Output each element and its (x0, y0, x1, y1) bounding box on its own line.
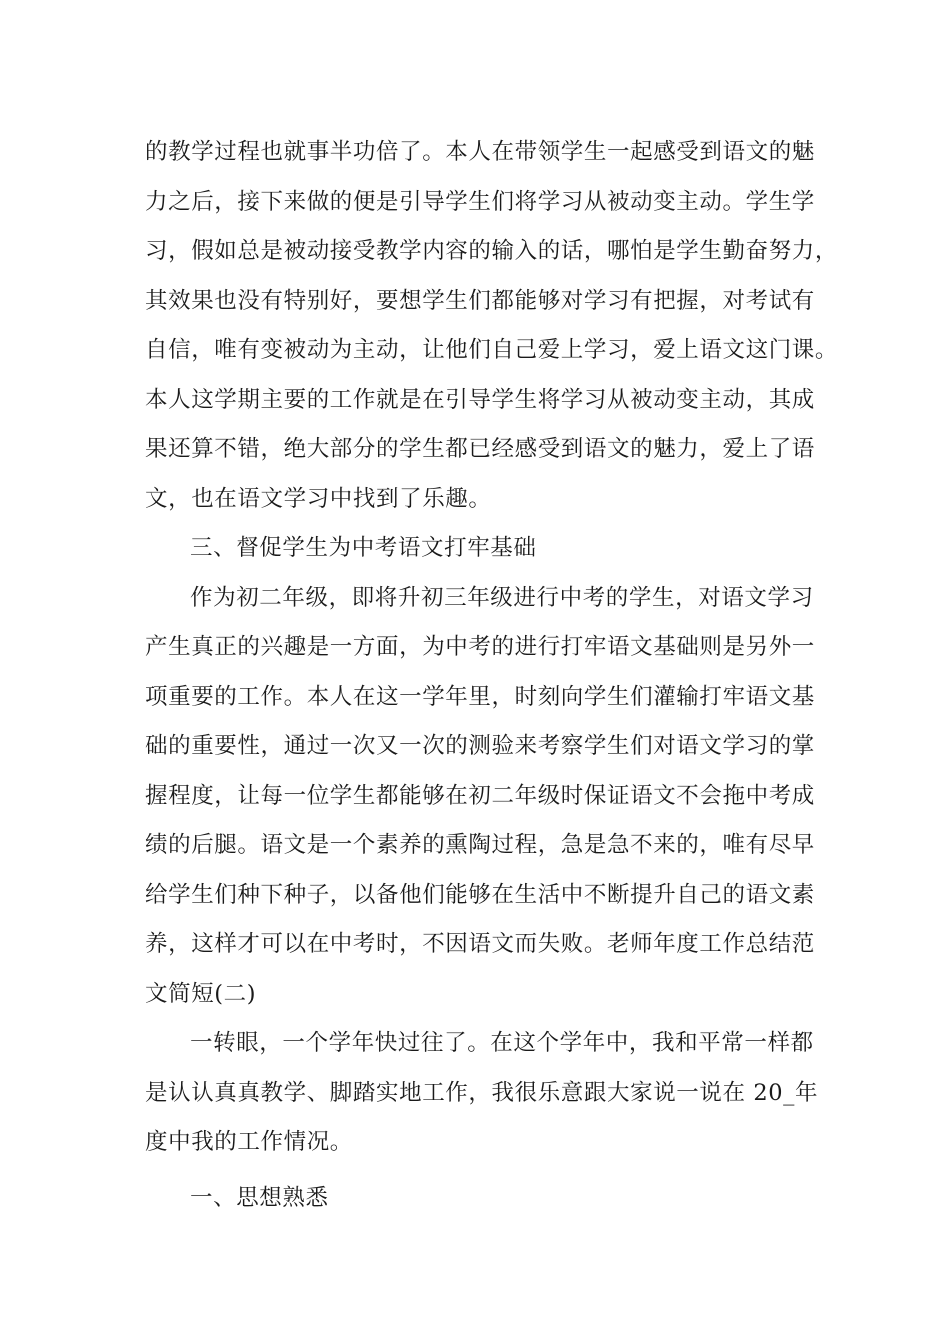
section-heading: 三、督促学生为中考语文打牢基础 (190, 535, 537, 561)
text-line: 力之后，接下来做的便是引导学生们将学习从被动变主动。学生学 (145, 188, 815, 215)
text-line: 绩的后腿。语文是一个素养的熏陶过程，急是急不来的，唯有尽早 (145, 832, 815, 858)
text-line: 的教学过程也就事半功倍了。本人在带领学生一起感受到语文的魅 (145, 139, 815, 165)
paragraph-first-line: 一转眼，一个学年快过往了。在这个学年中，我和平常一样都 (190, 1030, 814, 1056)
text-line: 文简短(二) (145, 980, 257, 1007)
section-heading: 一、思想熟悉 (190, 1184, 329, 1211)
text-line: 养，这样才可以在中考时，不因语文而失败。老师年度工作总结范 (145, 931, 815, 957)
text-line: 其效果也没有特别好，要想学生们都能够对学习有把握，对考试有 (145, 287, 815, 314)
text-line: 给学生们种下种子，以备他们能够在生活中不断提升自己的语文素 (145, 881, 815, 908)
text-line: 项重要的工作。本人在这一学年里，时刻向学生们灌输打牢语文基 (145, 683, 815, 710)
text-line: 果还算不错，绝大部分的学生都已经感受到语文的魅力，爱上了语 (145, 436, 815, 462)
text-line: 是认认真真教学、脚踏实地工作，我很乐意跟大家说一说在 20_年 (145, 1079, 819, 1106)
text-line: 自信，唯有变被动为主动，让他们自己爱上学习，爱上语文这门课。 (145, 337, 839, 363)
text-line: 本人这学期主要的工作就是在引导学生将学习从被动变主动，其成 (145, 386, 815, 413)
text-line: 习，假如总是被动接受教学内容的输入的话，哪怕是学生勤奋努力， (145, 238, 839, 264)
paragraph-first-line: 作为初二年级，即将升初三年级进行中考的学生，对语文学习 (190, 584, 814, 611)
text-line: 握程度，让每一位学生都能够在初二年级时保证语文不会拖中考成 (145, 782, 815, 809)
text-line: 础的重要性，通过一次又一次的测验来考察学生们对语文学习的掌 (145, 733, 815, 759)
document-body (145, 128, 839, 1223)
text-line: 产生真正的兴趣是一方面，为中考的进行打牢语文基础则是另外一 (145, 634, 815, 660)
text-line: 文，也在语文学习中找到了乐趣。 (145, 485, 492, 512)
text-line: 度中我的工作情况。 (145, 1129, 353, 1155)
